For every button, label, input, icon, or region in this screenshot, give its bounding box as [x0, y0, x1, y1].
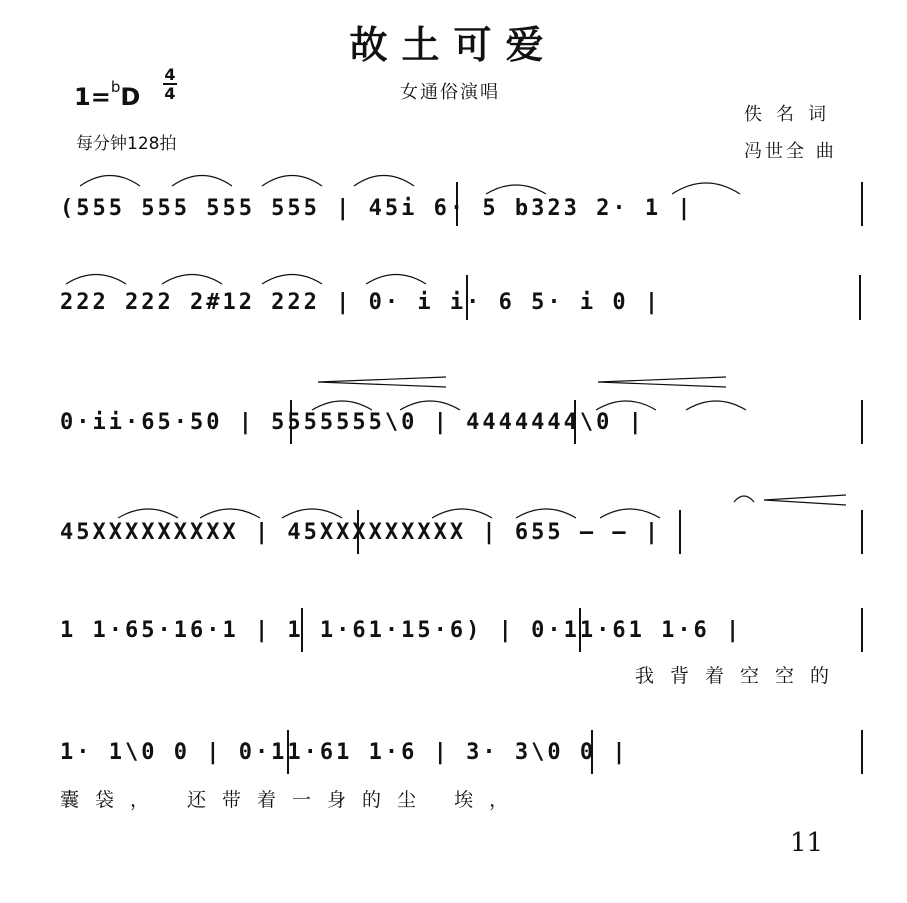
lyricist-credit: 佚名词: [744, 104, 840, 125]
system-5: [60, 618, 845, 698]
system-1: [60, 196, 694, 276]
system-4: [60, 520, 661, 600]
time-signature: [163, 66, 177, 102]
meter-bottom: 4: [164, 84, 176, 103]
system-notes: 45XXXXXXXXX | 45XXXXXXXXX | 655 – – |: [60, 520, 662, 545]
system-notes: (555 555 555 555 | 45i 6· 5 b323 2· 1 |: [60, 196, 694, 221]
system-lyrics: 我背着空空的: [635, 665, 846, 687]
flat-sign: b: [110, 78, 121, 96]
system-notes: 0·ii·65·50 | 5555555\0 | 4444444\0 |: [60, 410, 645, 435]
composer-credit: 冯世全 曲: [744, 141, 837, 162]
system-lyrics: 囊袋， 还带着一身的尘 埃，: [60, 789, 525, 811]
key-signature: [74, 78, 141, 111]
key-prefix: 1=: [74, 83, 111, 111]
page-number: 11: [790, 828, 824, 858]
system-6: [60, 740, 629, 820]
system-notes: 1· 1\0 0 | 0·11·61 1·6 | 3· 3\0 0 |: [60, 740, 629, 765]
tempo-marking: 每分钟128拍: [76, 134, 177, 154]
meter-top: 4: [164, 65, 176, 84]
system-notes: 1 1·65·16·1 | 1 1·61·15·6) | 0·11·61 1·6 |: [60, 618, 743, 643]
key-note: D: [120, 83, 141, 111]
system-3: [60, 410, 645, 490]
system-2: [60, 290, 661, 370]
system-notes: 222 222 2#12 222 | 0· i i· 6 5· i 0 |: [60, 290, 662, 315]
performance-note: 女通俗演唱: [400, 82, 500, 103]
song-title: 故土可爱: [349, 22, 558, 67]
